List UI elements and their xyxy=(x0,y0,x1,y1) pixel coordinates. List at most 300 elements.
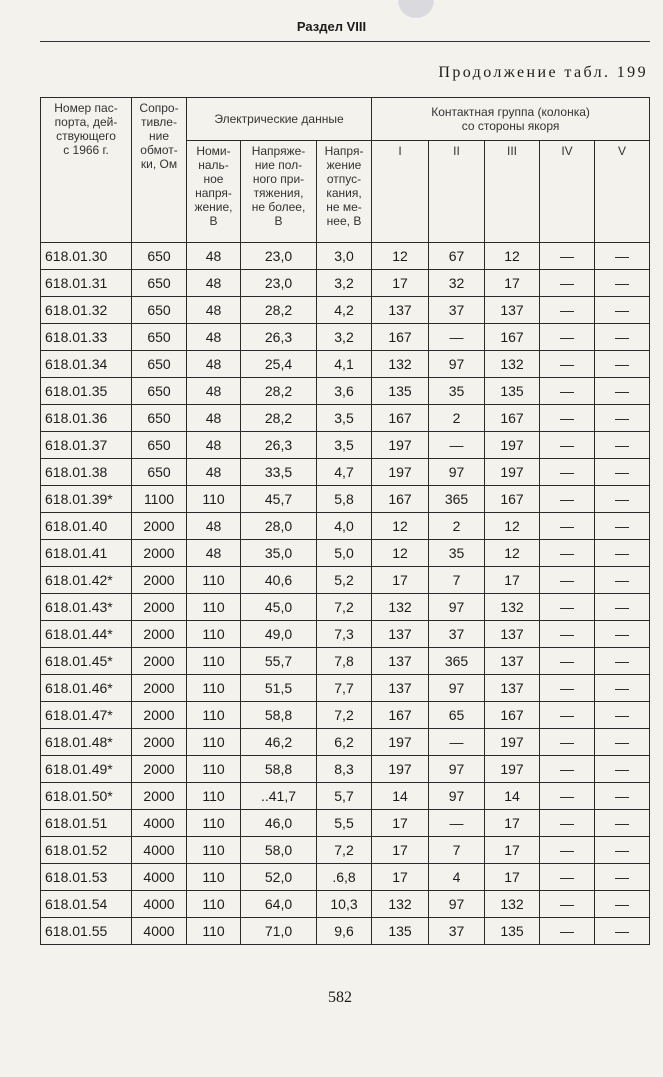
table-cell: 135 xyxy=(372,378,429,405)
table-cell: 618.01.47* xyxy=(41,702,132,729)
table-cell: — xyxy=(595,864,650,891)
table-row xyxy=(41,621,650,648)
table-cell: 2000 xyxy=(132,675,187,702)
table-cell: — xyxy=(595,621,650,648)
table-cell: — xyxy=(429,810,485,837)
table-row xyxy=(41,486,650,513)
table-cell: 132 xyxy=(372,351,429,378)
table-cell: 28,2 xyxy=(241,378,317,405)
table-cell: — xyxy=(429,729,485,756)
table-cell: 55,7 xyxy=(241,648,317,675)
table-cell: 4 xyxy=(429,864,485,891)
section-header: Раздел VIII xyxy=(296,19,367,34)
table-cell: 137 xyxy=(372,297,429,324)
table-cell: 45,7 xyxy=(241,486,317,513)
table-cell: — xyxy=(540,864,595,891)
table-row xyxy=(41,918,650,945)
table-cell: 137 xyxy=(485,297,540,324)
table-cell: 618.01.54 xyxy=(41,891,132,918)
table-cell: — xyxy=(595,567,650,594)
table-cell: 650 xyxy=(132,324,187,351)
table-cell: 137 xyxy=(485,621,540,648)
table-cell: 2 xyxy=(429,405,485,432)
col-header-contact-ii: II xyxy=(429,141,485,243)
table-cell: 12 xyxy=(485,513,540,540)
table-cell: 1100 xyxy=(132,486,187,513)
table-cell: 110 xyxy=(187,783,241,810)
table-cell: 14 xyxy=(485,783,540,810)
col-header-contact-iii: III xyxy=(485,141,540,243)
table-row xyxy=(41,675,650,702)
table-cell: 618.01.31 xyxy=(41,270,132,297)
table-cell: 17 xyxy=(372,864,429,891)
table-cell: 167 xyxy=(372,405,429,432)
table-cell: 17 xyxy=(372,567,429,594)
table-row xyxy=(41,513,650,540)
continuation-label: Продолжение табл. 199 xyxy=(438,64,648,81)
col-header-contact-iv: IV xyxy=(540,141,595,243)
table-cell: 7 xyxy=(429,567,485,594)
table-cell: — xyxy=(595,648,650,675)
table-cell: — xyxy=(595,486,650,513)
table-cell: 7 xyxy=(429,837,485,864)
table-cell: 618.01.40 xyxy=(41,513,132,540)
table-cell: 17 xyxy=(485,837,540,864)
table-cell: 26,3 xyxy=(241,432,317,459)
table-cell: 35 xyxy=(429,378,485,405)
table-cell: 48 xyxy=(187,243,241,270)
table-cell: 5,8 xyxy=(317,486,372,513)
table-row xyxy=(41,243,650,270)
table-cell: 45,0 xyxy=(241,594,317,621)
table-cell: 51,5 xyxy=(241,675,317,702)
table-cell: 167 xyxy=(485,324,540,351)
col-header-contact-i: I xyxy=(372,141,429,243)
table-cell: 4,0 xyxy=(317,513,372,540)
table-cell: 58,0 xyxy=(241,837,317,864)
table-cell: 17 xyxy=(372,810,429,837)
table-cell: 132 xyxy=(485,891,540,918)
table-cell: 110 xyxy=(187,675,241,702)
table-cell: — xyxy=(595,513,650,540)
table-cell: 132 xyxy=(485,594,540,621)
table-cell: 2000 xyxy=(132,513,187,540)
table-cell: — xyxy=(540,729,595,756)
table-cell: 8,3 xyxy=(317,756,372,783)
table-cell: 5,7 xyxy=(317,783,372,810)
table-cell: 197 xyxy=(485,729,540,756)
table-cell: — xyxy=(540,648,595,675)
table-cell: 650 xyxy=(132,270,187,297)
table-cell: 2000 xyxy=(132,594,187,621)
table-cell: — xyxy=(540,486,595,513)
table-row xyxy=(41,891,650,918)
table-cell: 3,0 xyxy=(317,243,372,270)
table-row xyxy=(41,702,650,729)
table-cell: — xyxy=(540,243,595,270)
table-row xyxy=(41,864,650,891)
table-cell: 618.01.36 xyxy=(41,405,132,432)
table-cell: 17 xyxy=(485,864,540,891)
table-cell: — xyxy=(540,918,595,945)
table-cell: 110 xyxy=(187,729,241,756)
table-cell: — xyxy=(595,405,650,432)
table-cell: 48 xyxy=(187,459,241,486)
table-row xyxy=(41,432,650,459)
table-cell: 132 xyxy=(372,891,429,918)
table-cell: 650 xyxy=(132,378,187,405)
table-cell: 4000 xyxy=(132,837,187,864)
table-cell: 23,0 xyxy=(241,243,317,270)
table-cell: — xyxy=(540,540,595,567)
table-cell: 17 xyxy=(485,810,540,837)
table-cell: 58,8 xyxy=(241,756,317,783)
table-cell: 2000 xyxy=(132,567,187,594)
table-cell: 618.01.52 xyxy=(41,837,132,864)
table-cell: — xyxy=(540,702,595,729)
table-cell: 71,0 xyxy=(241,918,317,945)
table-cell: 97 xyxy=(429,594,485,621)
table-cell: 97 xyxy=(429,675,485,702)
table-cell: 49,0 xyxy=(241,621,317,648)
table-cell: 48 xyxy=(187,405,241,432)
table-cell: 618.01.45* xyxy=(41,648,132,675)
table-cell: 46,0 xyxy=(241,810,317,837)
table-cell: 137 xyxy=(485,675,540,702)
table-cell: 618.01.46* xyxy=(41,675,132,702)
table-cell: — xyxy=(595,729,650,756)
table-cell: — xyxy=(595,270,650,297)
table-cell: 5,2 xyxy=(317,567,372,594)
binding-hole xyxy=(398,0,434,18)
table-cell: 197 xyxy=(372,756,429,783)
table-cell: 65 xyxy=(429,702,485,729)
table-cell: 2 xyxy=(429,513,485,540)
table-cell: — xyxy=(595,324,650,351)
table-cell: 110 xyxy=(187,837,241,864)
table-cell: — xyxy=(540,378,595,405)
table-cell: — xyxy=(595,594,650,621)
table-cell: 12 xyxy=(372,513,429,540)
table-cell: 650 xyxy=(132,459,187,486)
table-cell: — xyxy=(595,432,650,459)
table-row xyxy=(41,378,650,405)
table-cell: 197 xyxy=(485,756,540,783)
table-cell: — xyxy=(595,702,650,729)
table-cell: 618.01.37 xyxy=(41,432,132,459)
table-cell: 48 xyxy=(187,324,241,351)
table-cell: 12 xyxy=(485,243,540,270)
table-cell: — xyxy=(540,675,595,702)
table-cell: — xyxy=(595,351,650,378)
table-cell: 48 xyxy=(187,297,241,324)
table-row xyxy=(41,405,650,432)
table-cell: 4000 xyxy=(132,810,187,837)
table-cell: 48 xyxy=(187,270,241,297)
table-cell: 40,6 xyxy=(241,567,317,594)
table-cell: — xyxy=(595,837,650,864)
table-cell: 2000 xyxy=(132,729,187,756)
table-row xyxy=(41,783,650,810)
table-cell: 197 xyxy=(372,432,429,459)
table-cell: 618.01.41 xyxy=(41,540,132,567)
table-cell: 650 xyxy=(132,405,187,432)
table-cell: — xyxy=(595,918,650,945)
table-cell: — xyxy=(540,783,595,810)
table-cell: .6,8 xyxy=(317,864,372,891)
table-cell: 28,2 xyxy=(241,405,317,432)
table-cell: 650 xyxy=(132,297,187,324)
table-cell: 17 xyxy=(372,270,429,297)
table-cell: 7,7 xyxy=(317,675,372,702)
table-cell: — xyxy=(595,243,650,270)
table-cell: 2000 xyxy=(132,702,187,729)
table-cell: — xyxy=(540,270,595,297)
table-cell: 618.01.33 xyxy=(41,324,132,351)
table-cell: 650 xyxy=(132,243,187,270)
col-header-nominal-voltage: Номи- наль- ное напря- жение, В xyxy=(187,141,241,243)
table-cell: 618.01.39* xyxy=(41,486,132,513)
table-cell: 97 xyxy=(429,756,485,783)
table-cell: — xyxy=(540,567,595,594)
table-row xyxy=(41,324,650,351)
table-cell: 135 xyxy=(372,918,429,945)
table-cell: 97 xyxy=(429,891,485,918)
table-cell: — xyxy=(540,810,595,837)
table-cell: 618.01.50* xyxy=(41,783,132,810)
table-cell: 14 xyxy=(372,783,429,810)
table-cell: 167 xyxy=(485,405,540,432)
table-cell: — xyxy=(429,324,485,351)
table-cell: 7,2 xyxy=(317,594,372,621)
table-cell: 7,3 xyxy=(317,621,372,648)
relay-table xyxy=(40,97,650,945)
table-cell: 97 xyxy=(429,459,485,486)
table-cell: 6,2 xyxy=(317,729,372,756)
table-cell: — xyxy=(540,513,595,540)
table-row xyxy=(41,567,650,594)
table-cell: 28,0 xyxy=(241,513,317,540)
table-cell: — xyxy=(540,594,595,621)
table-cell: 48 xyxy=(187,540,241,567)
table-row xyxy=(41,810,650,837)
table-cell: 37 xyxy=(429,918,485,945)
table-cell: 3,5 xyxy=(317,432,372,459)
table-cell: 12 xyxy=(485,540,540,567)
col-header-release-voltage: Напря- жение отпус- кания, не ме- нее, В xyxy=(317,141,372,243)
table-cell: 2000 xyxy=(132,783,187,810)
table-cell: 110 xyxy=(187,648,241,675)
col-header-contact-group: Контактная группа (колонка) со стороны якоря xyxy=(372,98,650,141)
table-row xyxy=(41,540,650,567)
table-cell: 2000 xyxy=(132,756,187,783)
table-cell: 110 xyxy=(187,567,241,594)
table-cell: 167 xyxy=(372,324,429,351)
col-header-passport: Номер пас- порта, дей- ствующего с 1966 г. xyxy=(41,98,132,243)
table-cell: 4,2 xyxy=(317,297,372,324)
table-cell: 618.01.30 xyxy=(41,243,132,270)
table-cell: 58,8 xyxy=(241,702,317,729)
table-cell: 618.01.44* xyxy=(41,621,132,648)
table-cell: 650 xyxy=(132,432,187,459)
table-cell: 37 xyxy=(429,621,485,648)
table-cell: 135 xyxy=(485,378,540,405)
table-cell: 2000 xyxy=(132,540,187,567)
table-cell: 197 xyxy=(372,729,429,756)
table-cell: 110 xyxy=(187,918,241,945)
col-header-electrical: Электрические данные xyxy=(187,98,372,141)
table-cell: 618.01.35 xyxy=(41,378,132,405)
col-header-resistance: Сопро- тивле- ние обмот- ки, Ом xyxy=(132,98,187,243)
table-cell: 5,0 xyxy=(317,540,372,567)
table-cell: 110 xyxy=(187,486,241,513)
table-cell: 2000 xyxy=(132,621,187,648)
table-cell: 365 xyxy=(429,648,485,675)
table-cell: 2000 xyxy=(132,648,187,675)
table-cell: 110 xyxy=(187,864,241,891)
table-row xyxy=(41,297,650,324)
table-cell: 7,2 xyxy=(317,702,372,729)
table-cell: 110 xyxy=(187,810,241,837)
table-cell: 4000 xyxy=(132,918,187,945)
table-cell: 4000 xyxy=(132,864,187,891)
table-cell: 137 xyxy=(372,648,429,675)
table-cell: 17 xyxy=(485,567,540,594)
table-cell: 9,6 xyxy=(317,918,372,945)
table-cell: — xyxy=(595,783,650,810)
table-cell: 4000 xyxy=(132,891,187,918)
table-cell: 10,3 xyxy=(317,891,372,918)
table-cell: — xyxy=(595,540,650,567)
table-cell: 3,2 xyxy=(317,270,372,297)
table-cell: — xyxy=(595,810,650,837)
table-cell: 618.01.49* xyxy=(41,756,132,783)
table-cell: 17 xyxy=(372,837,429,864)
table-row xyxy=(41,459,650,486)
table-cell: 197 xyxy=(485,459,540,486)
table-cell: 132 xyxy=(485,351,540,378)
table-cell: 4,1 xyxy=(317,351,372,378)
table-cell: 137 xyxy=(372,621,429,648)
table-cell: 28,2 xyxy=(241,297,317,324)
table-cell: 48 xyxy=(187,432,241,459)
table-cell: — xyxy=(540,351,595,378)
table-cell: 48 xyxy=(187,351,241,378)
table-cell: — xyxy=(540,891,595,918)
table-cell: — xyxy=(595,891,650,918)
table-cell: 618.01.38 xyxy=(41,459,132,486)
table-row xyxy=(41,351,650,378)
table-cell: 35,0 xyxy=(241,540,317,567)
table-cell: 12 xyxy=(372,243,429,270)
table-cell: 3,6 xyxy=(317,378,372,405)
table-row xyxy=(41,729,650,756)
table-cell: 618.01.42* xyxy=(41,567,132,594)
table-cell: 167 xyxy=(485,486,540,513)
table-cell: — xyxy=(540,432,595,459)
col-header-contact-v: V xyxy=(595,141,650,243)
table-cell: 3,5 xyxy=(317,405,372,432)
table-cell: 167 xyxy=(485,702,540,729)
table-cell: 48 xyxy=(187,513,241,540)
table-cell: 3,2 xyxy=(317,324,372,351)
header-rule xyxy=(40,41,650,42)
table-cell: 110 xyxy=(187,594,241,621)
table-row xyxy=(41,594,650,621)
table-cell: 618.01.53 xyxy=(41,864,132,891)
table-cell: 35 xyxy=(429,540,485,567)
table-cell: — xyxy=(429,432,485,459)
table-cell: 67 xyxy=(429,243,485,270)
table-cell: 650 xyxy=(132,351,187,378)
col-header-pull-voltage: Напряже- ние пол- ного при- тяжения, не более, В xyxy=(241,141,317,243)
table-cell: 46,2 xyxy=(241,729,317,756)
table-cell: — xyxy=(540,324,595,351)
table-cell: 618.01.51 xyxy=(41,810,132,837)
table-cell: — xyxy=(540,459,595,486)
table-cell: — xyxy=(595,756,650,783)
table-cell: 137 xyxy=(372,675,429,702)
table-cell: 197 xyxy=(372,459,429,486)
table-row xyxy=(41,270,650,297)
table-cell: 110 xyxy=(187,702,241,729)
table-cell: 618.01.43* xyxy=(41,594,132,621)
table-cell: — xyxy=(595,378,650,405)
page-number: 582 xyxy=(328,989,352,1006)
table-cell: 110 xyxy=(187,891,241,918)
table-cell: 32 xyxy=(429,270,485,297)
table-cell: 4,7 xyxy=(317,459,372,486)
table-cell: 52,0 xyxy=(241,864,317,891)
table-cell: 110 xyxy=(187,621,241,648)
table-cell: 110 xyxy=(187,756,241,783)
table-body xyxy=(41,243,650,945)
table-cell: — xyxy=(540,297,595,324)
table-cell: 33,5 xyxy=(241,459,317,486)
table-cell: 64,0 xyxy=(241,891,317,918)
table-cell: — xyxy=(595,297,650,324)
table-cell: 167 xyxy=(372,486,429,513)
table-cell: 618.01.48* xyxy=(41,729,132,756)
table-cell: — xyxy=(540,756,595,783)
table-cell: 618.01.55 xyxy=(41,918,132,945)
table-row xyxy=(41,648,650,675)
table-cell: 26,3 xyxy=(241,324,317,351)
table-cell: 97 xyxy=(429,351,485,378)
table-cell: 17 xyxy=(485,270,540,297)
table-cell: 12 xyxy=(372,540,429,567)
table-cell: 97 xyxy=(429,783,485,810)
table-cell: 7,8 xyxy=(317,648,372,675)
table-cell: 25,4 xyxy=(241,351,317,378)
table-cell: 618.01.32 xyxy=(41,297,132,324)
table-cell: 5,5 xyxy=(317,810,372,837)
table-cell: 197 xyxy=(485,432,540,459)
table-cell: 137 xyxy=(485,648,540,675)
table-cell: — xyxy=(540,621,595,648)
table-cell: ..41,7 xyxy=(241,783,317,810)
table-cell: 618.01.34 xyxy=(41,351,132,378)
table-cell: 365 xyxy=(429,486,485,513)
table-row xyxy=(41,756,650,783)
table-cell: — xyxy=(595,459,650,486)
table-row xyxy=(41,837,650,864)
table-cell: 132 xyxy=(372,594,429,621)
table-cell: 48 xyxy=(187,378,241,405)
table-cell: — xyxy=(540,405,595,432)
table-cell: 23,0 xyxy=(241,270,317,297)
table-cell: 7,2 xyxy=(317,837,372,864)
